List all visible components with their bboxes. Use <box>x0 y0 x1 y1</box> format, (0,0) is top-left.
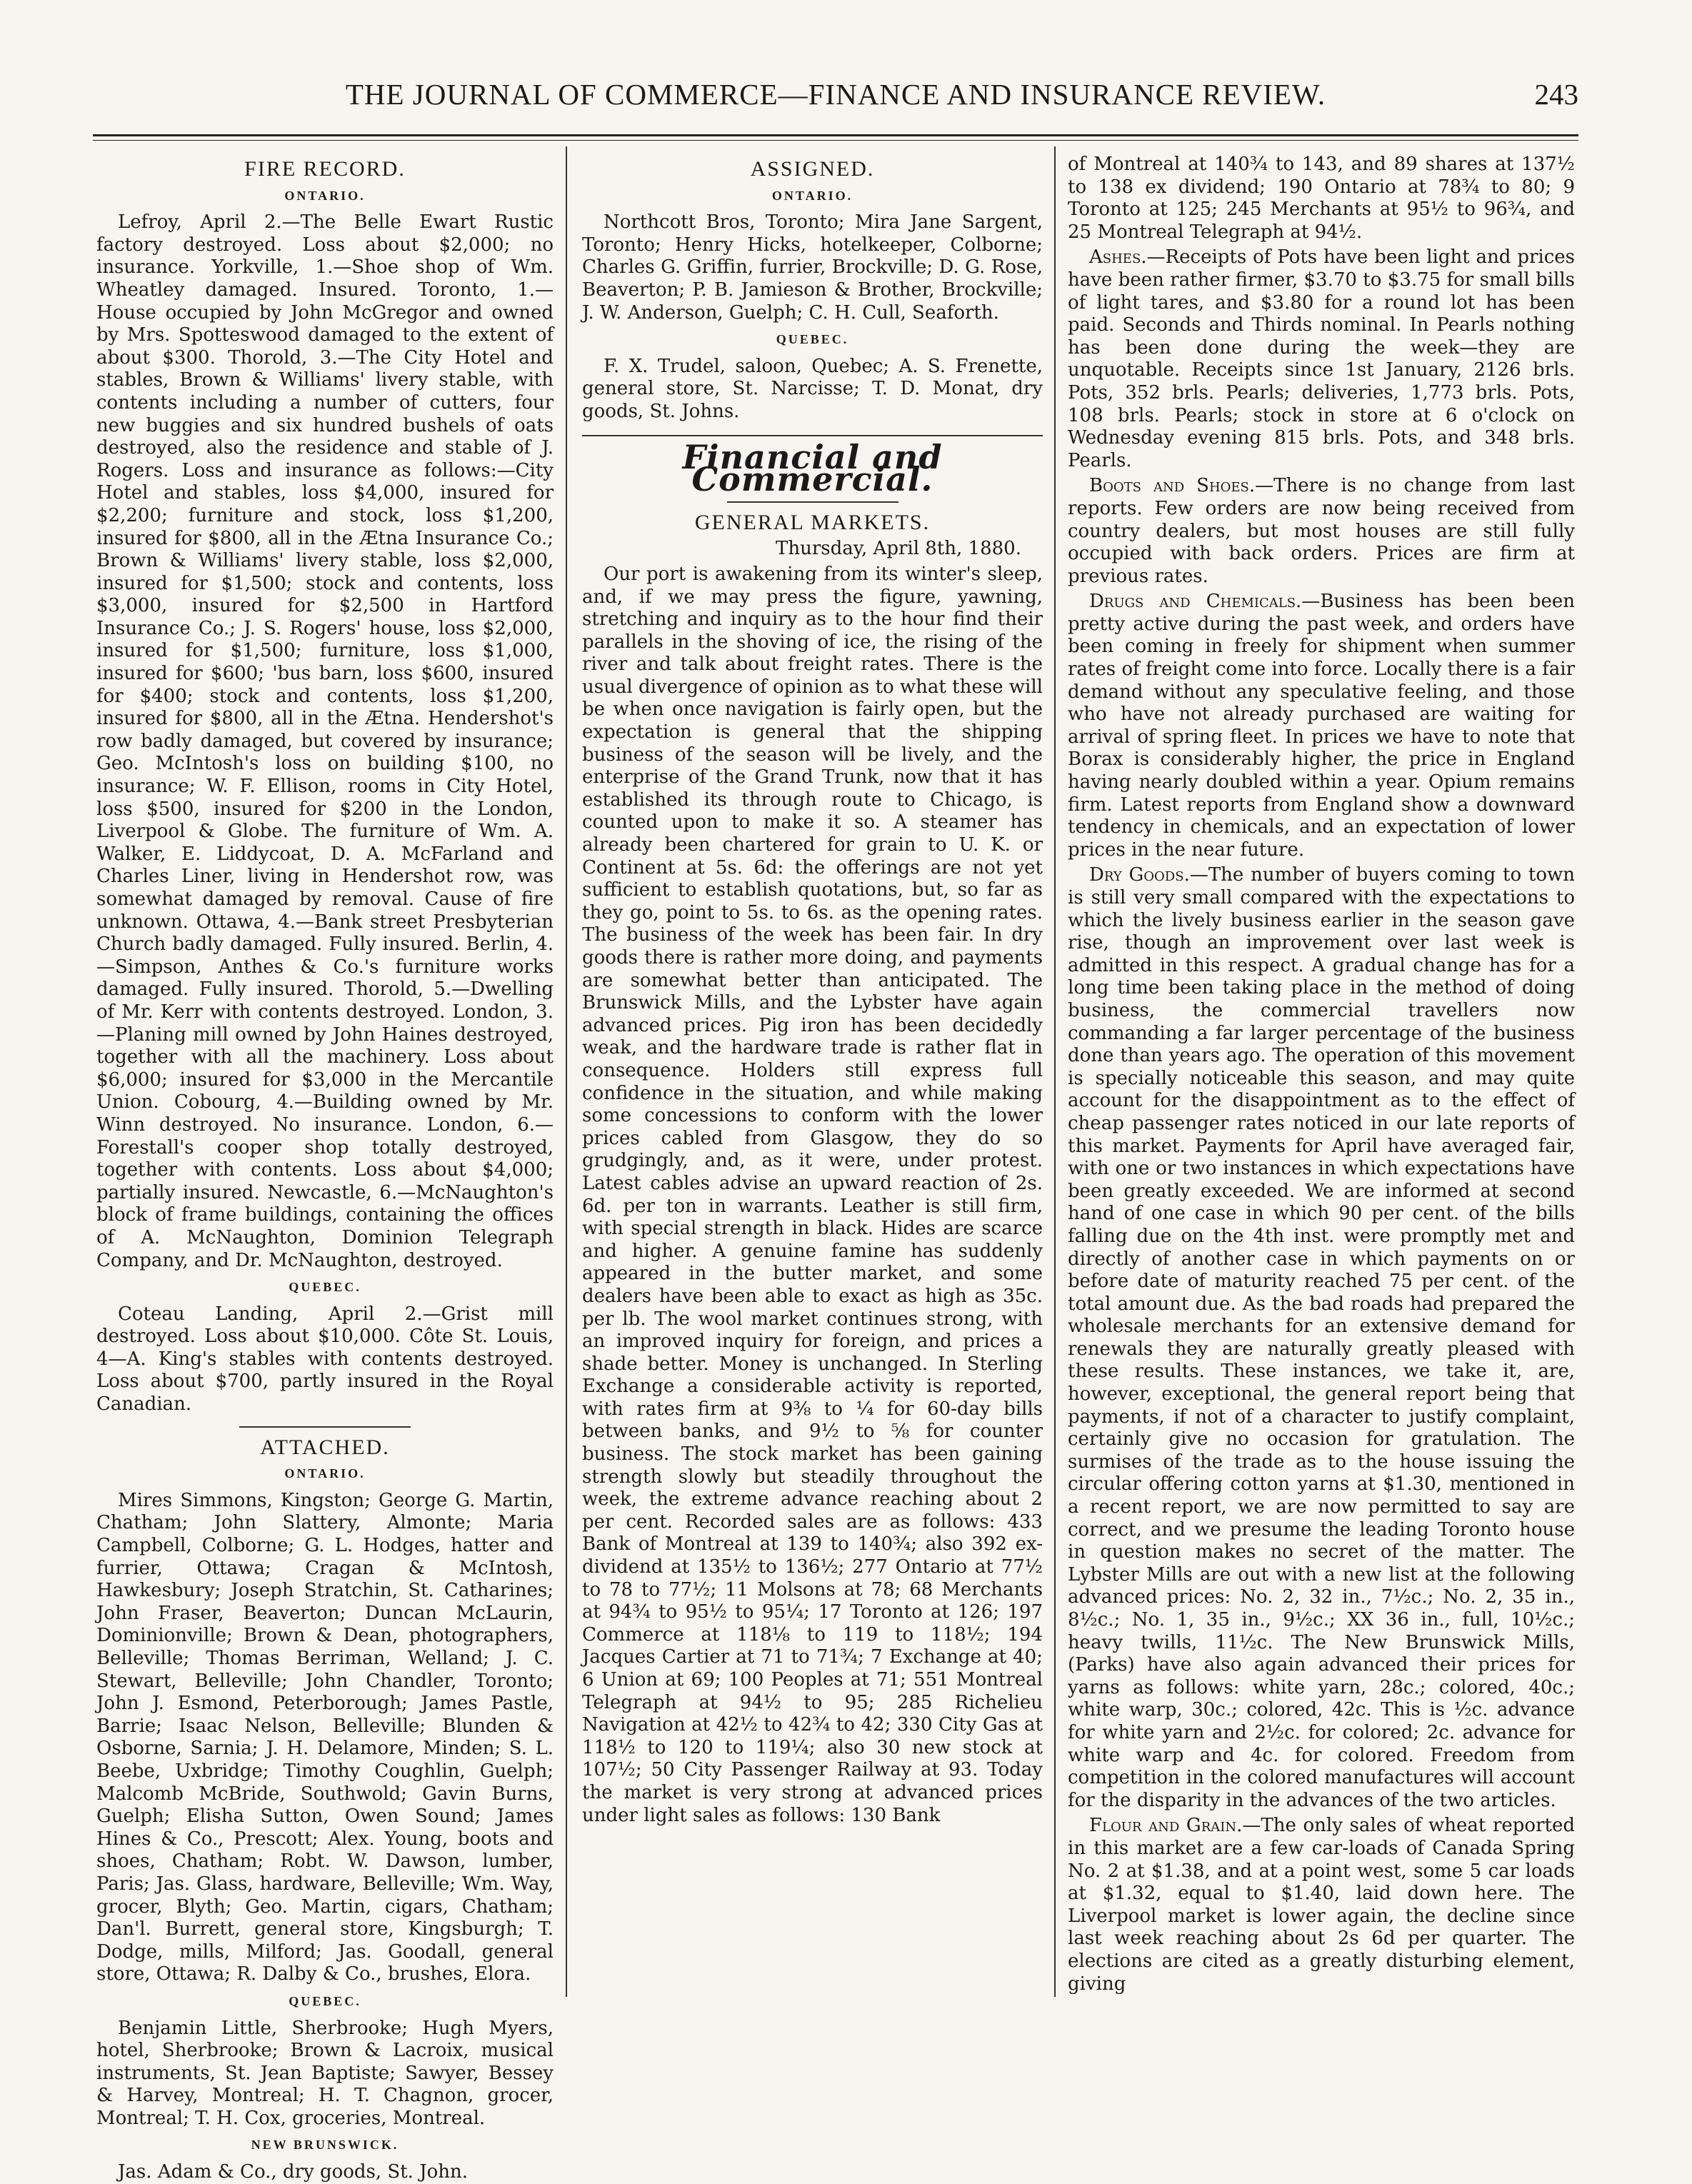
attached-title: ATTACHED. <box>260 1435 390 1459</box>
boots-heading: Boots and Shoes. <box>1089 475 1256 497</box>
fire-ontario-text: Lefroy, April 2.—The Belle Ewart Rustic factory destroyed. Loss about $2,000; no insurance. Yorkville, 1.—Shoe shop of Wm. Wheatley damaged. Insured. Toronto, 1.—House occupied by John McGregor and owned by Mrs. Spotteswood damaged to the extent of about $300. Thorold, 3.—The City Hotel and stables, Brown & Williams' livery stable, with contents including a number of cutters, four new buggies and six hundred bushels of oats destroyed, also the residence and stable of J. Rogers. Loss and insurance as follows:—City Hotel and stables, loss $4,000, insured for $2,200; furniture and stock, loss $1,200, insured for $800, all in the Ætna Insurance Co.; Brown & Williams' livery stable, loss $2,000, insured for $1,500; stock and contents, loss $3,000, insured for $2,500 in Hartford Insurance Co.; J. S. Rogers' house, loss $2,000, insured for $1,500; furniture, loss $1,000, insured for $600; 'bus barn, loss $600, insured for $400; stock and contents, loss $1,200, insured for $800, all in the Ætna. Hendershot's row badly damaged, but covered by insurance; Geo. McIntosh's loss on building $100, no insurance; W. F. Ellison, rooms in City Hotel, loss $500, insured for $200 in the London, Liverpool & Globe. The furniture of Wm. A. Walker, E. Liddycoat, D. A. McFarland and Charles Liner, living in Hendershot row, was somewhat damaged by removal. Cause of fire unknown. Ottawa, 4.—Bank street Presbyterian Church badly damaged. Fully insured. Berlin, 4.—Simpson, Anthes & Co.'s furniture works damaged. Fully insured. Thorold, 5.—Dwelling of Mr. Kerr with contents destroyed. London, 3.—Planing mill owned by John Haines destroyed, together with all the machinery. Loss about $6,000; insured for $3,000 in the Mercantile Union. Cobourg, 4.—Building owned by Mr. Winn destroyed. No insurance. London, 6.—Forestall's cooper shop totally destroyed, together with contents. Loss about $4,000; partially insured. Newcastle, 6.—McNaughton's block of frame buildings, containing the offices of A. McNaughton, Dominion Telegraph Company, and Dr. McNaughton, destroyed. <box>96 211 554 1271</box>
fire-record-title: FIRE RECORD. <box>244 157 406 181</box>
dry-goods-paragraph <box>1068 864 1575 1812</box>
financial-banner: Financial and Commercial. <box>682 437 943 499</box>
flour-paragraph <box>1068 1815 1575 1995</box>
fire-ontario-label: ONTARIO. <box>284 188 366 203</box>
banner-rule <box>582 435 1043 436</box>
drugs-paragraph <box>1068 591 1575 861</box>
attached-quebec-text: Benjamin Little, Sherbrooke; Hugh Myers, hotel, Sherbrooke; Brown & Lacroix, musical instruments, St. Jean Baptiste; Sawyer, Bessey & Harvey, Montreal; H. T. Chagnon, grocer, Montreal; T. H. Cox, groceries, Montreal. <box>96 2017 554 2129</box>
header-rule-thin <box>93 140 1578 141</box>
banner-short-rule <box>727 501 898 503</box>
header-rule <box>93 134 1578 136</box>
drugs-text: —Business has been been pretty active during the past week, and orders have been coming in freely for shipment when summer rates of freight come into force. Locally there is a fair demand without any speculative feeling, and those who have not already purchased are waiting for arrival of spring fleet. In prices we have to note that Borax is considerably higher, the price in England having nearly doubled within a year. Opium remains firm. Latest reports from England show a downward tendency in chemicals, and an expectation of lower prices in the near future. <box>1068 591 1575 861</box>
flour-heading: Flour and Grain. <box>1089 1815 1243 1837</box>
column-1 <box>96 154 554 2183</box>
attached-nb-text: Jas. Adam & Co., dry goods, St. John. <box>118 2161 469 2183</box>
ashes-heading: Ashes. <box>1089 246 1147 269</box>
fire-quebec-text: Coteau Landing, April 2.—Grist mill destroyed. Loss about $10,000. Côte St. Louis, 4—A. King's stables with contents destroyed. Loss about $700, partly insured in the Royal Canadian. <box>96 1303 554 1416</box>
ashes-text: —Receipts of Pots have been light and prices have been rather firmer, $3.70 to $3.75 for small bills of light tares, and $3.80 for a round lot has been paid. Seconds and Thirds nominal. In Pearls nothing has been done during the week—they are unquotable. Receipts since 1st January, 2126 brls. Pots, 352 brls. Pearls; deliveries, 1,773 brls. Pots, 108 brls. Pearls; stock in store at 6 o'clock on Wednesday evening 815 brls. Pots, and 348 brls. Pearls. <box>1068 246 1575 471</box>
flour-text: —The only sales of wheat reported in this market are a few car-loads of Canada Spring No. 2 at $1.38, and at a point west, some 5 car loads at $1.32, equal to $1.40, laid down here. The Liverpool market is lower again, the decline since last week reaching about 2s 6d per quarter. The elections are cited as a greatly disturbing element, giving <box>1068 1815 1575 1995</box>
boots-text: —There is no change from last reports. Few orders are now being received from country dealers, but most houses are still fully occupied with back orders. Prices are firm at previous rates. <box>1068 475 1576 587</box>
general-markets-title: GENERAL MARKETS. <box>694 510 931 534</box>
assigned-ontario-text: Northcott Bros, Toronto; Mira Jane Sargent, Toronto; Henry Hicks, hotelkeeper, Colborne; Charles G. Griffin, furrier, Brockville; D. G. Rose, Beaverton; P. B. Jamieson & Brother, Brockville; J. W. Anderson, Guelph; C. H. Cull, Seaforth. <box>582 211 1043 324</box>
dateline: Thursday, April 8th, 1880. <box>776 538 1021 560</box>
column-divider-2 <box>1054 146 1056 1997</box>
dry-goods-text: —The number of buyers coming to town is still very small compared with the expectations to which the lively business earlier in the season gave rise, though an improvement over last week is admitted in this respect. A gradual change has for a long time been taking place in the method of doing business, the commercial travellers now commanding a far larger percentage of the business done than years ago. The operation of this movement is specially noticeable this season, and may quite account for the disappointment as to the effect of cheap passenger rates noticed in our late reports of this market. Payments for April have averaged fair, with one or two instances in which expectations have been greatly exceeded. We are informed at second hand of one case in which 90 per cent. of the bills falling due on the 4th inst. were promptly met and directly of another case in which payments on or before date of maturity reached 75 per cent. of the total amount due. As the bad roads had prepared the wholesale merchants for an extensive demand for renewals they are naturally greatly pleased with these results. These instances, we take it, are, however, exceptional, the general report being that payments, if not of a character to justify complaint, certainly give no occasion for gratulation. The surmises of the trade as to the house issuing the circular offering cotton yarns at $1.30, mentioned in a recent report, we are now permitted to say are correct, and we presume the leading Toronto house in question makes no secret of the matter. The Lybster Mills are out with a new list at the following advanced prices: No. 2, 32 in., 7½c.; No. 2, 35 in., 8½c.; No. 1, 35 in., 9½c.; XX 36 in., full, 10½c.; heavy twills, 11½c. The New Brunswick Mills, (Parks) have also again advanced their prices for yarns as follows: white yarn, 28c.; colored, 40c.; white warp, 30c.; colored, 42c. This is ½c. advance for white yarn and 2½c. for colored; 2c. advance for white warp and 4c. for colored. Freedom from competition in the colored manufactures will account for the disparity in the advances of the two articles. <box>1068 864 1575 1811</box>
column-2 <box>582 154 1043 1997</box>
attached-quebec-label: QUEBEC. <box>289 1993 361 2008</box>
fire-quebec-label: QUEBEC. <box>289 1280 361 1295</box>
assigned-quebec-label: QUEBEC. <box>776 332 849 347</box>
attached-nb-label: NEW BRUNSWICK. <box>251 2138 399 2153</box>
markets-continued: of Montreal at 140¾ to 143, and 89 shares at 137½ to 138 ex dividend; 190 Ontario at 78¾ to 80; 9 Toronto at 125; 245 Merchants at 95½ to 96¾, and 25 Montreal Telegraph at 94½. <box>1068 154 1575 243</box>
boots-paragraph <box>1068 475 1575 588</box>
attached-ontario-text: Mires Simmons, Kingston; George G. Martin, Chatham; John Slattery, Almonte; Maria Campbell, Colborne; G. L. Hodges, hatter and furrier, Ottawa; Cragan & McIntosh, Hawkesbury; Joseph Stratchin, St. Catharines; John Fraser, Beaverton; Duncan McLaurin, Dominionville; Brown & Dean, photographers, Belleville; Thomas Berriman, Welland; J. C. Stewart, Belleville; John Chandler, Toronto; John J. Esmond, Peterborough; James Pastle, Barrie; Isaac Nelson, Belleville; Blunden & Osborne, Sarnia; J. H. Delamore, Minden; S. L. Beebe, Uxbridge; Timothy Coughlin, Guelph; Malcomb McBride, Southwold; Gavin Burns, Guelph; Elisha Sutton, Owen Sound; James Hines & Co., Prescott; Alex. Young, boots and shoes, Chatham; Robt. W. Dawson, lumber, Paris; Jas. Glass, hardware, Belleville; Wm. Way, grocer, Blyth; Geo. Martin, cigars, Chatham; Dan'l. Burrett, general store, Kingsburgh; T. Dodge, mills, Milford; Jas. Goodall, general store, Ottawa; R. Dalby & Co., brushes, Elora. <box>96 1489 554 1985</box>
page-header <box>93 77 1578 121</box>
assigned-title: ASSIGNED. <box>750 157 875 181</box>
markets-paragraph: Our port is awakening from its winter's sleep, and, if we may press the figure, yawning, stretching and inquiry as to the hour find their parallels in the shoving of ice, the rising of the river and talk about freight rates. There is the usual divergence of opinion as to what these will be when once navigation is fairly open, but the expectation is general that the shipping business of the season will be lively, and the enterprise of the Grand Trunk, now that it has established its through route to Chicago, is counted upon to make it so. A steamer has already been chartered for grain to U. K. or Continent at 5s. 6d: the offerings are not yet sufficient to establish quotations, but, so far as they go, point to 5s. to 6s. as the opening rates. The business of the week has been fair. In dry goods there is rather more doing, and payments are somewhat better than anticipated. The Brunswick Mills, and the Lybster have again advanced prices. Pig iron has been decidedly weak, and the hardware trade is rather flat in consequence. Holders still express full confidence in the situation, and while making some concessions to conform with the lower prices cabled from Glasgow, they do so grudgingly, and, as it were, under protest. Latest cables advise an upward reaction of 2s. 6d. per ton in warrants. Leather is still firm, with special strength in black. Hides are scarce and higher. A genuine famine has suddenly appeared in the butter market, and some dealers have been able to exact as high as 35c. per lb. The wool market continues strong, with an improved inquiry for foreign, and prices a shade better. Money is unchanged. In Sterling Exchange a considerable activity is reported, with rates firm at 9⅜ to ¼ for 60-day bills between banks, and 9½ to ⅝ for counter business. The stock market has been gaining strength slowly but steadily throughout the week, the extreme advance reaching about 2 per cent. Recorded sales are as follows: 433 Bank of Montreal at 139 to 140¾; also 392 ex-dividend at 135½ to 136½; 277 Ontario at 77½ to 78 to 77½; 11 Molsons at 78; 68 Merchants at 94¾ to 95½ to 95¼; 17 Toronto at 126; 197 Commerce at 118⅛ to 119 to 118½; 194 Jacques Cartier at 71 to 71¾; 7 Exchange at 40; 6 Union at 69; 100 Peoples at 71; 551 Montreal Telegraph at 94½ to 95; 285 Richelieu Navigation at 42½ to 42¾ to 42; 330 City Gas at 118½ to 120 to 119¼; also 30 new stock at 107½; 50 City Passenger Railway at 93. Today the market is very strong at advanced prices under light sales as follows: 130 Bank <box>582 563 1043 1826</box>
assigned-quebec-text: F. X. Trudel, saloon, Quebec; A. S. Frenette, general store, St. Narcisse; T. D. Monat, dry goods, St. Johns. <box>582 355 1043 422</box>
ashes-paragraph <box>1068 246 1575 472</box>
column-divider-1 <box>566 146 567 1997</box>
drugs-heading: Drugs and Chemicals. <box>1089 591 1302 613</box>
journal-title: THE JOURNAL OF COMMERCE—FINANCE AND INSURANCE REVIEW. <box>345 78 1326 111</box>
section-rule <box>239 1426 411 1428</box>
assigned-ontario-label: ONTARIO. <box>771 188 853 203</box>
dry-goods-heading: Dry Goods. <box>1089 864 1190 886</box>
page-number: 243 <box>1534 78 1578 111</box>
attached-ontario-label: ONTARIO. <box>284 1466 366 1481</box>
column-3 <box>1068 154 1575 1997</box>
